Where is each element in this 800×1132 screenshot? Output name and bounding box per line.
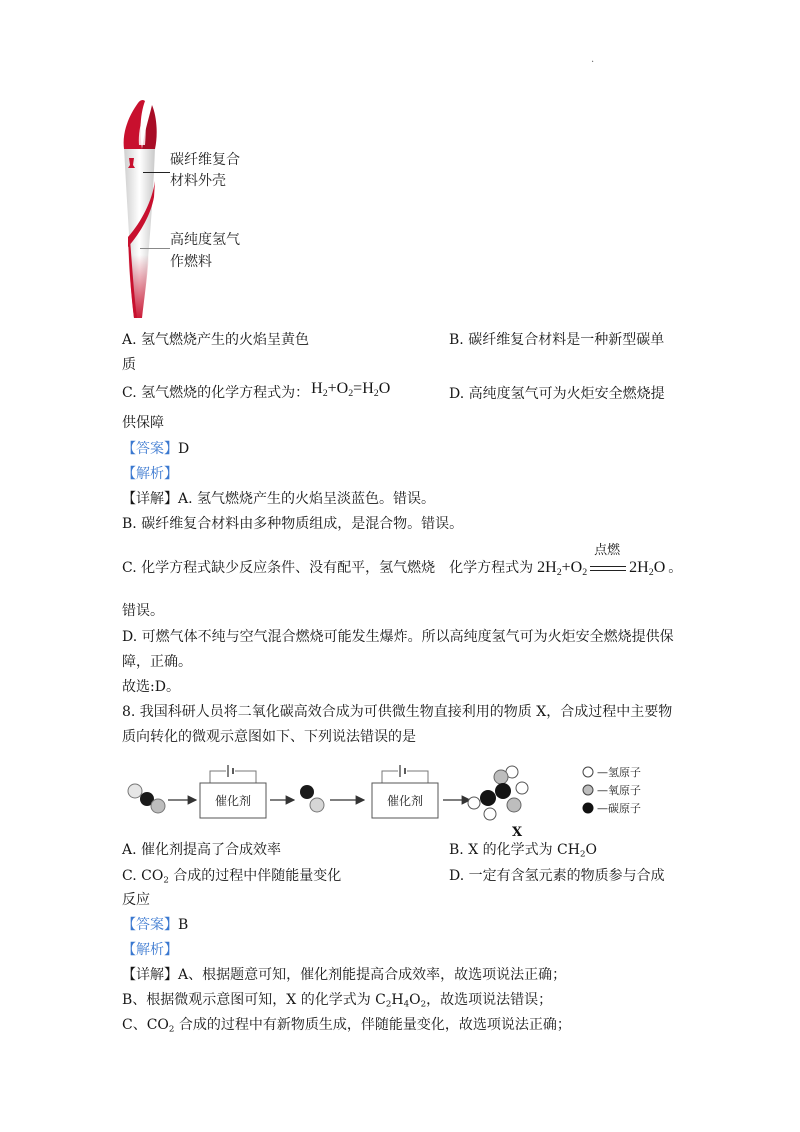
option-b-subscript: 2 [579, 849, 586, 860]
equation-part: 2H [629, 559, 649, 576]
answer-tag: 【答案】 [122, 917, 178, 933]
detail-c-part: C、CO [122, 1017, 169, 1033]
q7-detail-d-line2: 障，正确。 [122, 654, 192, 670]
carbon-atom [480, 790, 496, 806]
product-label-x: X [511, 825, 523, 840]
co2-conversion-diagram [120, 755, 680, 845]
hydrogen-combustion-equation [537, 543, 666, 578]
circuit-wire [407, 771, 428, 783]
detail-b-part: ，故选项说法错误； [426, 992, 553, 1008]
q8-answer [122, 915, 188, 935]
atom-legend [583, 765, 642, 815]
oxygen-atom [151, 799, 165, 813]
q7-detail-b: B. 碳纤维复合材料由多种物质组成，是混合物。错误。 [122, 516, 464, 532]
circuit-wire [210, 771, 226, 783]
option-c-subscript: 2 [163, 875, 169, 886]
legend-carbon-label: —碳原子 [597, 802, 641, 815]
detail-a-text: A、根据题意可知，催化剂能提高合成效率，故选项说法正确； [178, 967, 567, 983]
torch-label-shell-line1: 碳纤维复合 [170, 152, 240, 168]
formula-subscript: 2 [373, 387, 379, 399]
q8-stem-line1: 8. 我国科研人员将二氧化碳高效合成为可供微生物直接利用的物质 X，合成过程中主要物 [122, 704, 673, 720]
detail-b-part: H [391, 992, 404, 1008]
equation-subscript: 2 [648, 566, 654, 578]
detail-b-part: B、根据微观示意图可知，X 的化学式为 C [122, 992, 386, 1008]
detail-c-text: C. 化学方程式缺少反应条件、没有配平，氢气燃烧 化学方程式为 [122, 560, 534, 576]
detail-c-part: 合成的过程中有新物质生成，伴随能量变化，故选项说法正确； [174, 1017, 571, 1033]
q8-analysis-tag: 【解析】 [122, 942, 178, 958]
q7-detail-a [122, 489, 435, 509]
option-c-part: 合成的过程中伴随能量变化 [168, 868, 342, 884]
circuit-wire [235, 771, 256, 783]
product-molecule-x [468, 766, 528, 820]
q7-option-a: A. 氢气燃烧产生的火焰呈黄色 [122, 332, 310, 348]
formula-subscript: 2 [348, 387, 354, 399]
q7-detail-d-line1: D. 可燃气体不纯与空气混合燃烧可能发生爆炸。所以高纯度氢气可为火炬安全燃烧提供保 [122, 629, 674, 645]
q8-option-a: A. 催化剂提高了合成效率 [122, 842, 282, 858]
oxygen-atom [494, 770, 508, 784]
catalyst-label-2: 催化剂 [386, 794, 424, 808]
q7-option-d-line1: D. 高纯度氢气可为火炬安全燃烧提 [449, 386, 665, 402]
q7-detail-c [122, 543, 683, 578]
detail-b-subscript: 2 [420, 999, 427, 1010]
torch-label-fuel-line1: 高纯度氢气 [170, 232, 240, 248]
carbon-atom [300, 785, 314, 799]
answer-tag: 【答案】 [122, 441, 178, 457]
answer-value: D [178, 441, 190, 457]
option-b-part: B. X 的化学式为 CH [449, 842, 580, 858]
catalyst-box-1 [200, 765, 266, 818]
detail-b-part: O [409, 992, 421, 1008]
oxygen-atom [310, 798, 324, 812]
equation-subscript: 2 [556, 566, 562, 578]
oxygen-atom [128, 784, 142, 798]
formula-subscript: 2 [322, 387, 328, 399]
q7-option-b-line1: B. 碳纤维复合材料是一种新型碳单 [449, 332, 665, 348]
catalyst-label-1: 催化剂 [214, 794, 252, 808]
catalyst-box-2 [372, 765, 438, 818]
q7-analysis-tag: 【解析】 [122, 466, 178, 482]
reaction-condition-text: 点燃 [594, 543, 621, 559]
q7-option-c-text: C. 氢气燃烧的化学方程式为： [122, 385, 310, 401]
page-mark: . [591, 54, 595, 65]
equation-end: 。 [668, 560, 683, 576]
formula-part: O [378, 380, 391, 397]
detail-tag: 【详解】 [122, 967, 178, 983]
equation-subscript: 2 [582, 566, 588, 578]
circuit-wire [382, 771, 398, 783]
option-c-part: C. CO [122, 868, 164, 884]
q7-answer [122, 439, 189, 459]
detail-b-subscript: 2 [385, 999, 392, 1010]
legend-hydrogen-swatch [583, 767, 593, 777]
intermediate-molecule [300, 785, 324, 812]
q7-conclusion: 故选:D。 [122, 679, 180, 695]
q8-detail-b [122, 990, 552, 1010]
reactant-molecule [128, 784, 165, 813]
detail-a-text: A. 氢气燃烧产生的火焰呈淡蓝色。错误。 [178, 491, 436, 507]
reaction-condition [590, 543, 626, 578]
leader-line-fuel [140, 248, 170, 249]
legend-hydrogen-label: —氢原子 [597, 766, 641, 779]
torch-figure [112, 95, 172, 325]
q8-option-d-line2: 反应 [122, 892, 150, 908]
q7-option-d-line2: 供保障 [122, 415, 164, 431]
q7-option-b-line2: 质 [122, 357, 136, 373]
detail-b-subscript: 4 [403, 999, 410, 1010]
q8-detail-c [122, 1015, 571, 1035]
hydrogen-atom [468, 797, 480, 809]
q7-option-c [122, 380, 391, 403]
equation-part: 2H [537, 559, 557, 576]
q8-option-c [122, 866, 341, 886]
q8-stem-line2: 质向转化的微观示意图如下、下列说法错误的是 [122, 729, 416, 745]
q7-option-c-formula [311, 380, 390, 397]
carbon-atom [495, 783, 511, 799]
q8-detail-a [122, 965, 566, 985]
leader-line-shell [143, 172, 170, 173]
equals-double-line [590, 566, 626, 571]
equation-part: +O [561, 559, 583, 576]
oxygen-atom [507, 798, 521, 812]
detail-c-subscript: 2 [168, 1024, 175, 1035]
legend-oxygen-swatch [583, 785, 593, 795]
detail-tag: 【详解】 [122, 491, 178, 507]
hydrogen-atom [484, 808, 496, 820]
formula-part: H [311, 380, 323, 397]
torch-label-fuel-line2: 作燃料 [170, 254, 212, 270]
q8-option-b [449, 840, 597, 860]
q8-option-d-line1: D. 一定有含氢元素的物质参与合成 [449, 868, 665, 884]
q7-detail-c-line2: 错误。 [122, 603, 164, 619]
equation-part: O [653, 559, 666, 576]
formula-part: =H [353, 380, 374, 397]
answer-value: B [178, 917, 189, 933]
formula-part: +O [327, 380, 349, 397]
torch-label-shell-line2: 材料外壳 [170, 173, 226, 189]
legend-carbon-swatch [583, 803, 594, 814]
hydrogen-atom [516, 782, 528, 794]
option-b-part: O [585, 842, 597, 858]
legend-oxygen-label: —氧原子 [597, 784, 641, 797]
